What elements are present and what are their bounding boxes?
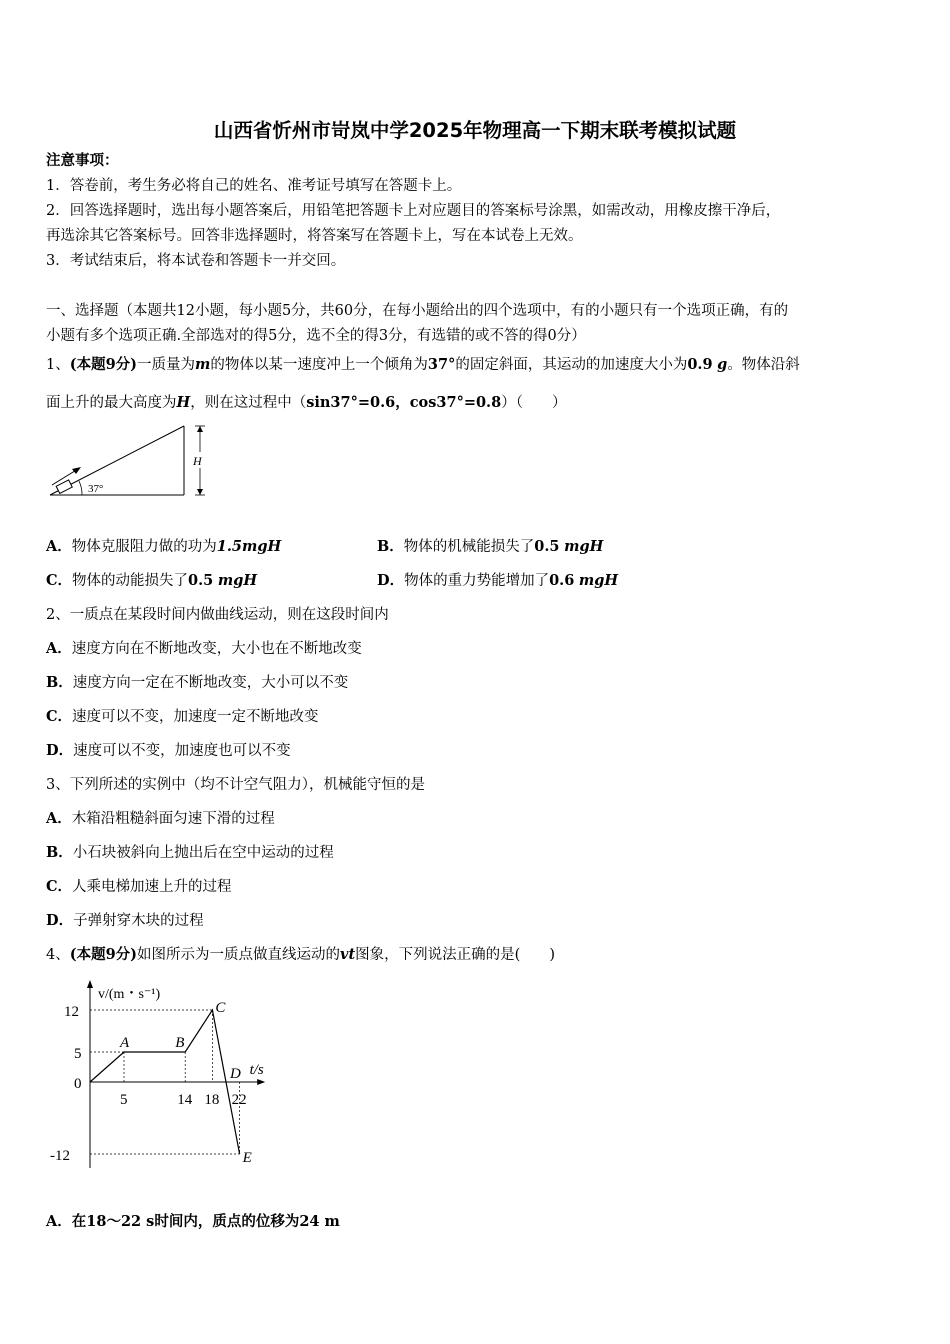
q2-stem: 2、一质点在某段时间内做曲线运动，则在这段时间内 xyxy=(46,607,389,623)
t-axis-arrow xyxy=(257,1079,265,1085)
q4-option-a: A．在18～22 s时间内，质点的位移为24 m xyxy=(46,1213,340,1230)
q2-option-b: B．速度方向一定在不断地改变，大小可以不变 xyxy=(46,674,349,691)
point-label-D: D xyxy=(230,1066,241,1082)
q3-stem: 3、下列所述的实例中（均不计空气阻力），机械能守恒的是 xyxy=(46,777,425,793)
q4-number: 4、 xyxy=(46,947,70,963)
q2-option-d: D．速度可以不变，加速度也可以不变 xyxy=(46,742,291,759)
x-tick-14: 14 xyxy=(177,1092,193,1108)
q1-trig-values: sin37°=0.6，cos37°=0.8 xyxy=(306,394,502,411)
q1-stem-line2: 面上升的最大高度为H，则在这过程中（sin37°=0.6，cos37°=0.8）（ ） xyxy=(46,394,567,411)
q1-option-b: B．物体的机械能损失了0.5 mgH xyxy=(377,538,604,555)
q1-stem-line1: 1、(本题9分)一质量为m的物体以某一速度冲上一个倾角为37°的固定斜面，其运动的加速度大小为0.9 g。物体沿斜 xyxy=(46,356,800,373)
point-label-B: B xyxy=(175,1035,185,1051)
angle-arc xyxy=(79,481,82,495)
q4-points: (本题9分) xyxy=(69,946,138,963)
x-tick-18: 18 xyxy=(204,1092,220,1108)
y-axis-label: v/(m・s⁻¹) xyxy=(98,987,161,1002)
angle-label: 37° xyxy=(88,483,104,495)
x-tick-22: 22 xyxy=(231,1092,247,1108)
y-tick-neg12: -12 xyxy=(50,1148,70,1164)
point-label-A: A xyxy=(120,1035,130,1051)
x-tick-5: 5 xyxy=(120,1092,128,1108)
point-label-E: E xyxy=(242,1150,252,1166)
q1-number: 1、 xyxy=(46,357,70,373)
q3-option-d: D．子弹射穿木块的过程 xyxy=(46,912,204,929)
notice-item-1: 1．答卷前，考生务必将自己的姓名、准考证号填写在答题卡上。 xyxy=(46,178,462,194)
incline-figure xyxy=(44,420,219,502)
exam-title: 山西省忻州市岢岚中学2025年物理高一下期末联考模拟试题 xyxy=(213,119,737,142)
q1-option-d: D．物体的重力势能增加了0.6 mgH xyxy=(377,572,619,589)
x-axis-label: t/s xyxy=(249,1062,264,1078)
y-tick-5: 5 xyxy=(74,1046,82,1062)
q1-option-a: A．物体克服阻力做的功为1.5mgH xyxy=(46,538,282,555)
y-tick-12: 12 xyxy=(64,1004,79,1020)
q2-option-c: C．速度可以不变，加速度一定不断地改变 xyxy=(46,708,319,725)
sliding-block xyxy=(56,480,72,493)
q3-option-b: B．小石块被斜向上抛出后在空中运动的过程 xyxy=(46,844,334,861)
q1-points: (本题9分) xyxy=(69,356,138,373)
section-header-line2: 小题有多个选项正确.全部选对的得5分，选不全的得3分，有选错的或不答的得0分） xyxy=(46,328,586,344)
q3-option-a: A．木箱沿粗糙斜面匀速下滑的过程 xyxy=(46,810,275,827)
q2-option-a: A．速度方向在不断地改变，大小也在不断地改变 xyxy=(46,640,362,657)
vt-graph xyxy=(44,978,294,1178)
height-label: H xyxy=(193,454,202,468)
q1-option-c: C．物体的动能损失了0.5 mgH xyxy=(46,572,258,589)
notice-item-2-cont: 再选涂其它答案标号。回答非选择题时，将答案写在答题卡上，写在本试卷上无效。 xyxy=(46,228,583,244)
point-label-C: C xyxy=(215,1000,226,1016)
notice-item-2: 2．回答选择题时，选出每小题答案后，用铅笔把答题卡上对应题目的答案标号涂黑，如需改动，用橡皮擦干净后， xyxy=(46,203,781,219)
origin-label: 0 xyxy=(74,1076,82,1092)
velocity-arrowhead xyxy=(72,467,81,474)
q3-option-c: C．人乘电梯加速上升的过程 xyxy=(46,878,232,895)
notice-heading: 注意事项： xyxy=(46,152,119,169)
vt-labels xyxy=(50,987,264,1166)
section-header-line1: 一、选择题（本题共12小题，每小题5分，共60分，在每小题给出的四个选项中，有的小题只有一个选项正确，有的 xyxy=(46,303,789,319)
q4-stem: 4、(本题9分)如图所示为一质点做直线运动的vt图象，下列说法正确的是( ) xyxy=(46,946,555,963)
v-axis-arrow xyxy=(87,980,93,988)
notice-item-3: 3．考试结束后，将本试卷和答题卡一并交回。 xyxy=(46,253,346,269)
